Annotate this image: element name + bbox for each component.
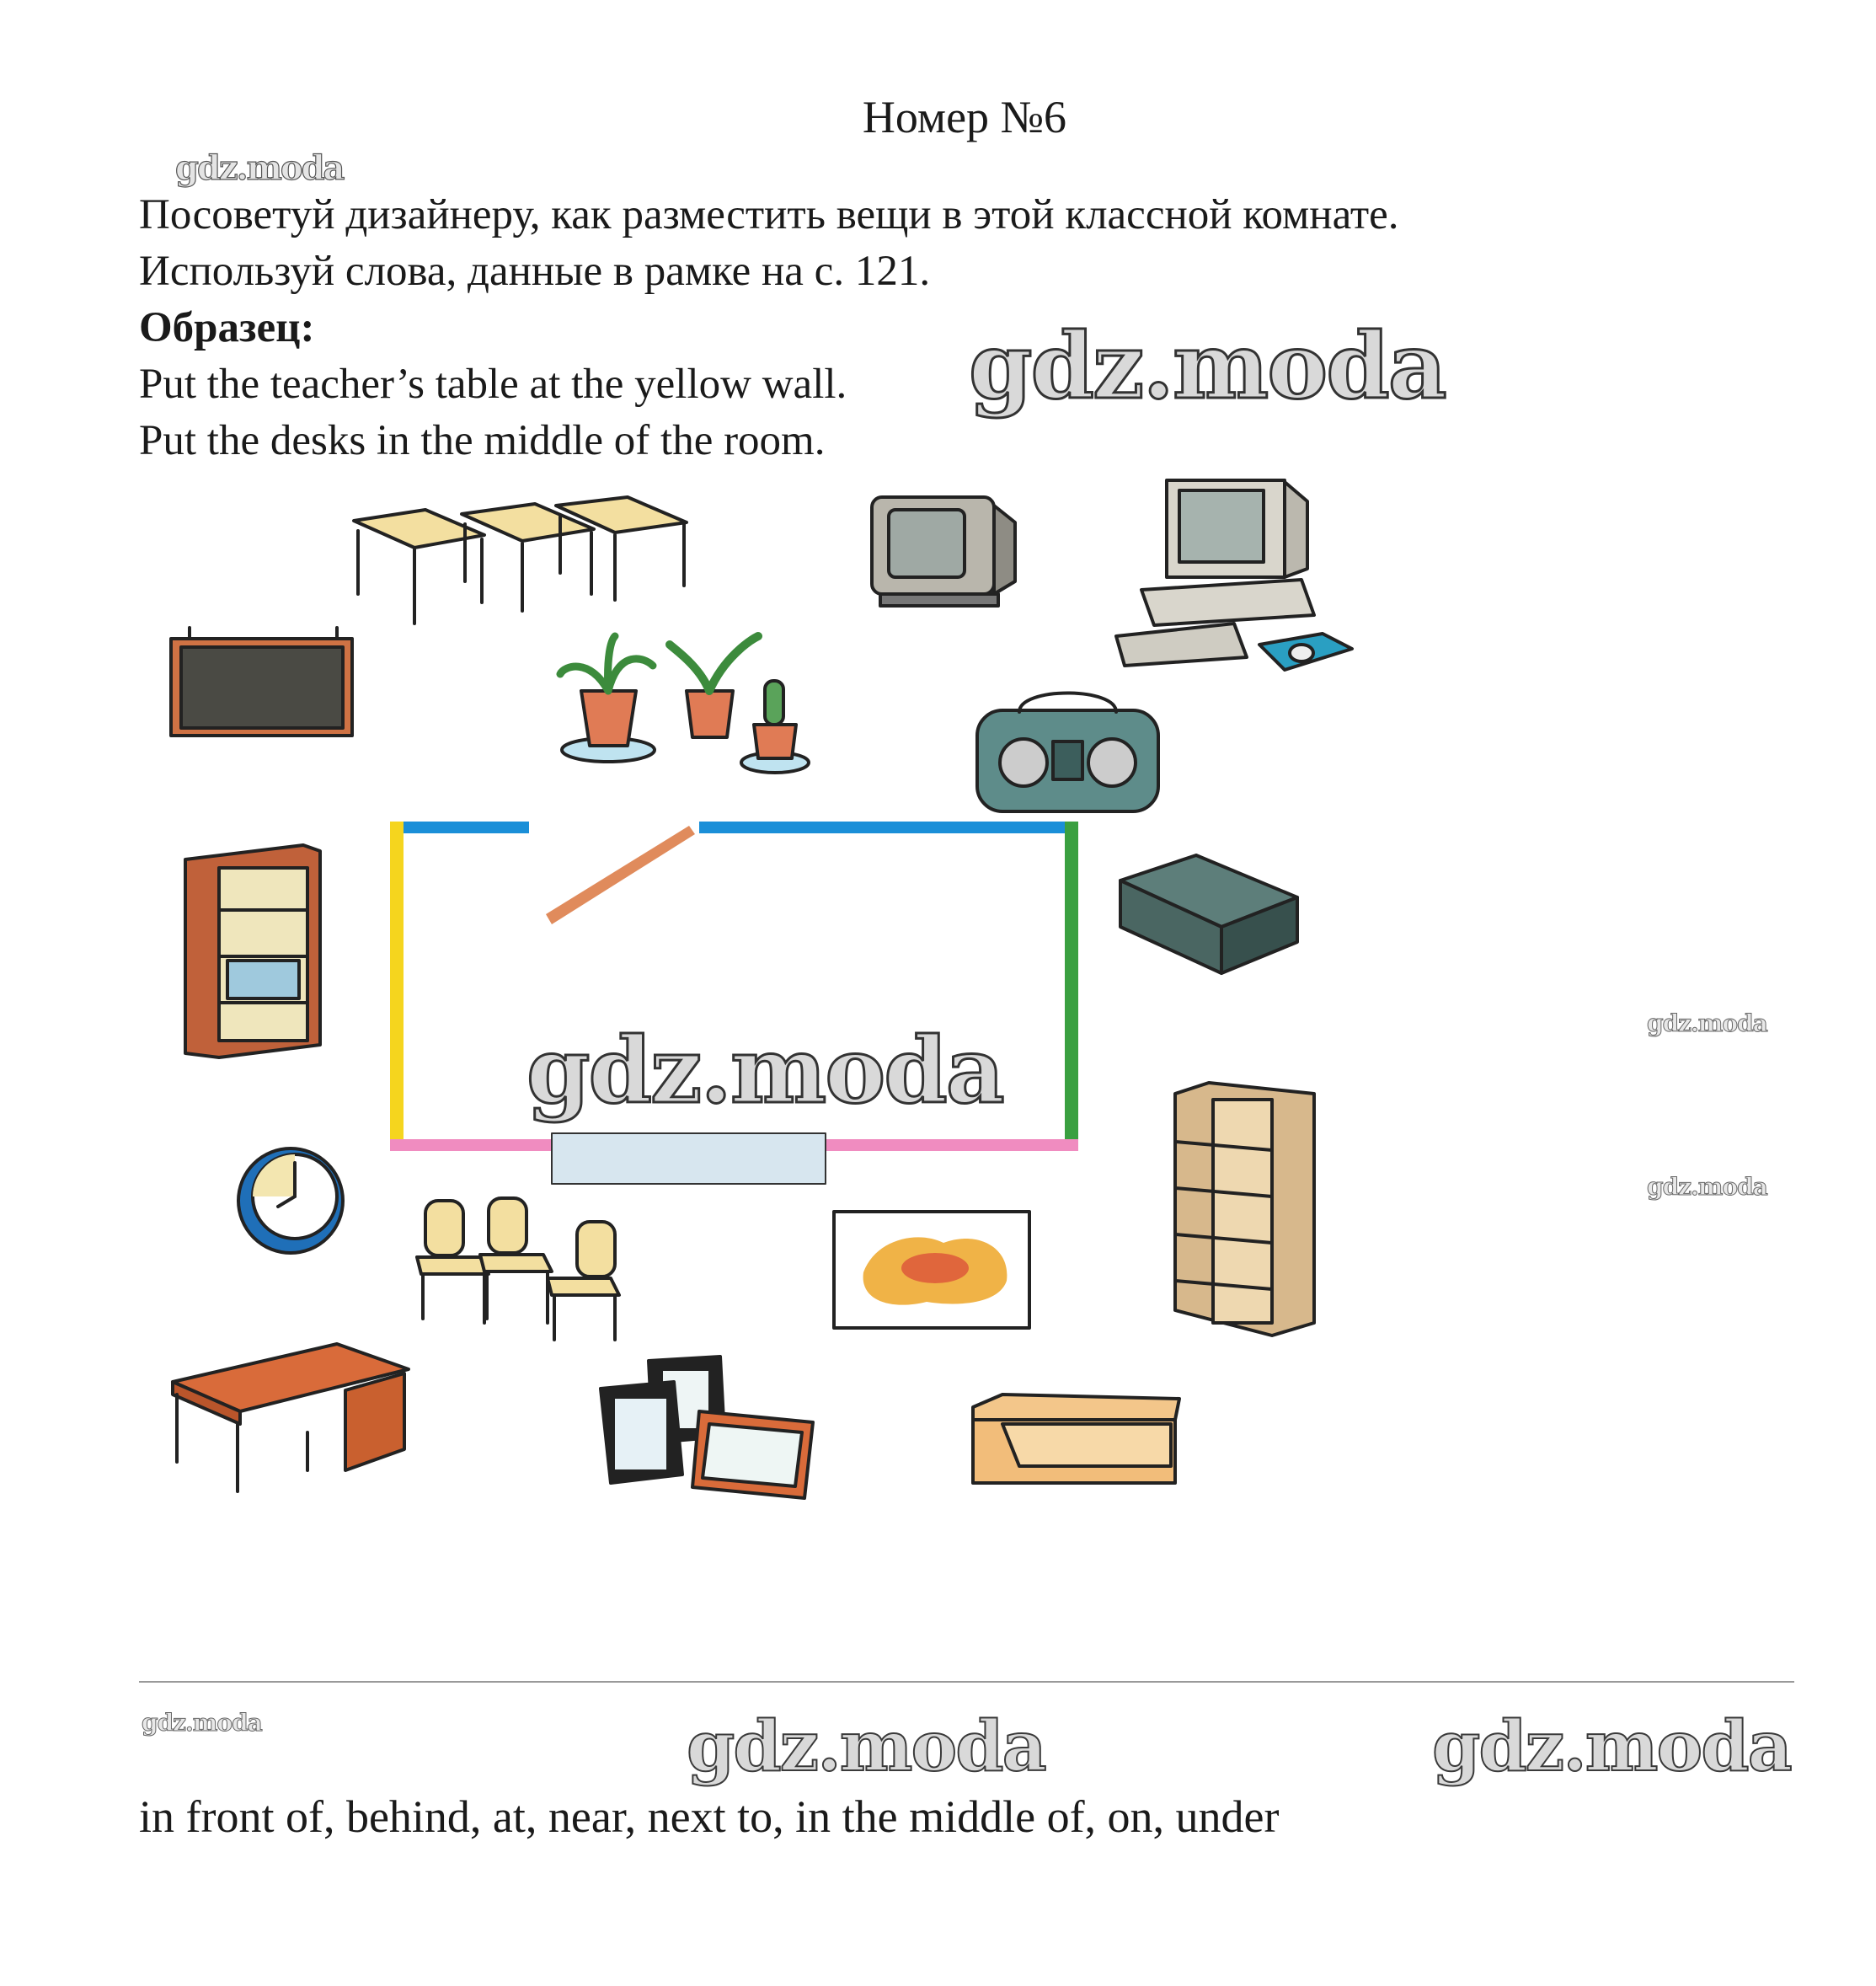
cassette-player-picture [977,693,1158,812]
video-recorder-picture [1120,855,1297,973]
divider-line [139,1681,1794,1683]
watermark-bottom-center: gdz.moda [687,1706,1045,1787]
plants-picture [560,636,809,773]
chairs-picture [417,1198,619,1340]
map-picture [834,1212,1029,1328]
bookcase-picture [185,845,320,1057]
task-line-2: Используй слова, данные в рамке на с. 121. [139,248,931,295]
watermark-header: gdz.moda [969,313,1446,420]
watermark-right-2: gdz.moda [1647,1173,1767,1201]
blackboard-picture [171,628,352,736]
example-sentence-2: Put the desks in the middle of the room. [139,417,826,464]
watermark-bottom-right: gdz.moda [1432,1706,1791,1787]
computer-picture [1116,480,1352,670]
pictures-picture [601,1357,813,1498]
shelf-picture [973,1394,1179,1483]
tv-picture [872,497,1015,606]
classroom-illustration [152,463,1356,1517]
watermark-top-left: gdz.moda [175,148,344,188]
watermark-center: gdz.moda [526,1018,1003,1124]
clock-picture [238,1148,343,1253]
page-title: Номер №6 [862,92,1067,142]
example-sentence-1: Put the teacher’s table at the yellow wall. [139,361,847,408]
desks-picture [354,497,687,624]
room-plan [390,822,1078,1184]
sample-label: Образец: [139,304,315,351]
task-line-1: Посоветуй дизайнеру, как разместить вещи в этой классной комнате. [139,191,1399,238]
watermark-right-1: gdz.moda [1647,1009,1767,1037]
shelves-picture [1175,1083,1314,1336]
word-box: in front of, behind, at, near, next to, in the middle of, on, under [139,1791,1280,1842]
watermark-bottom-left: gdz.moda [142,1709,262,1737]
teachers-table-picture [173,1344,409,1491]
